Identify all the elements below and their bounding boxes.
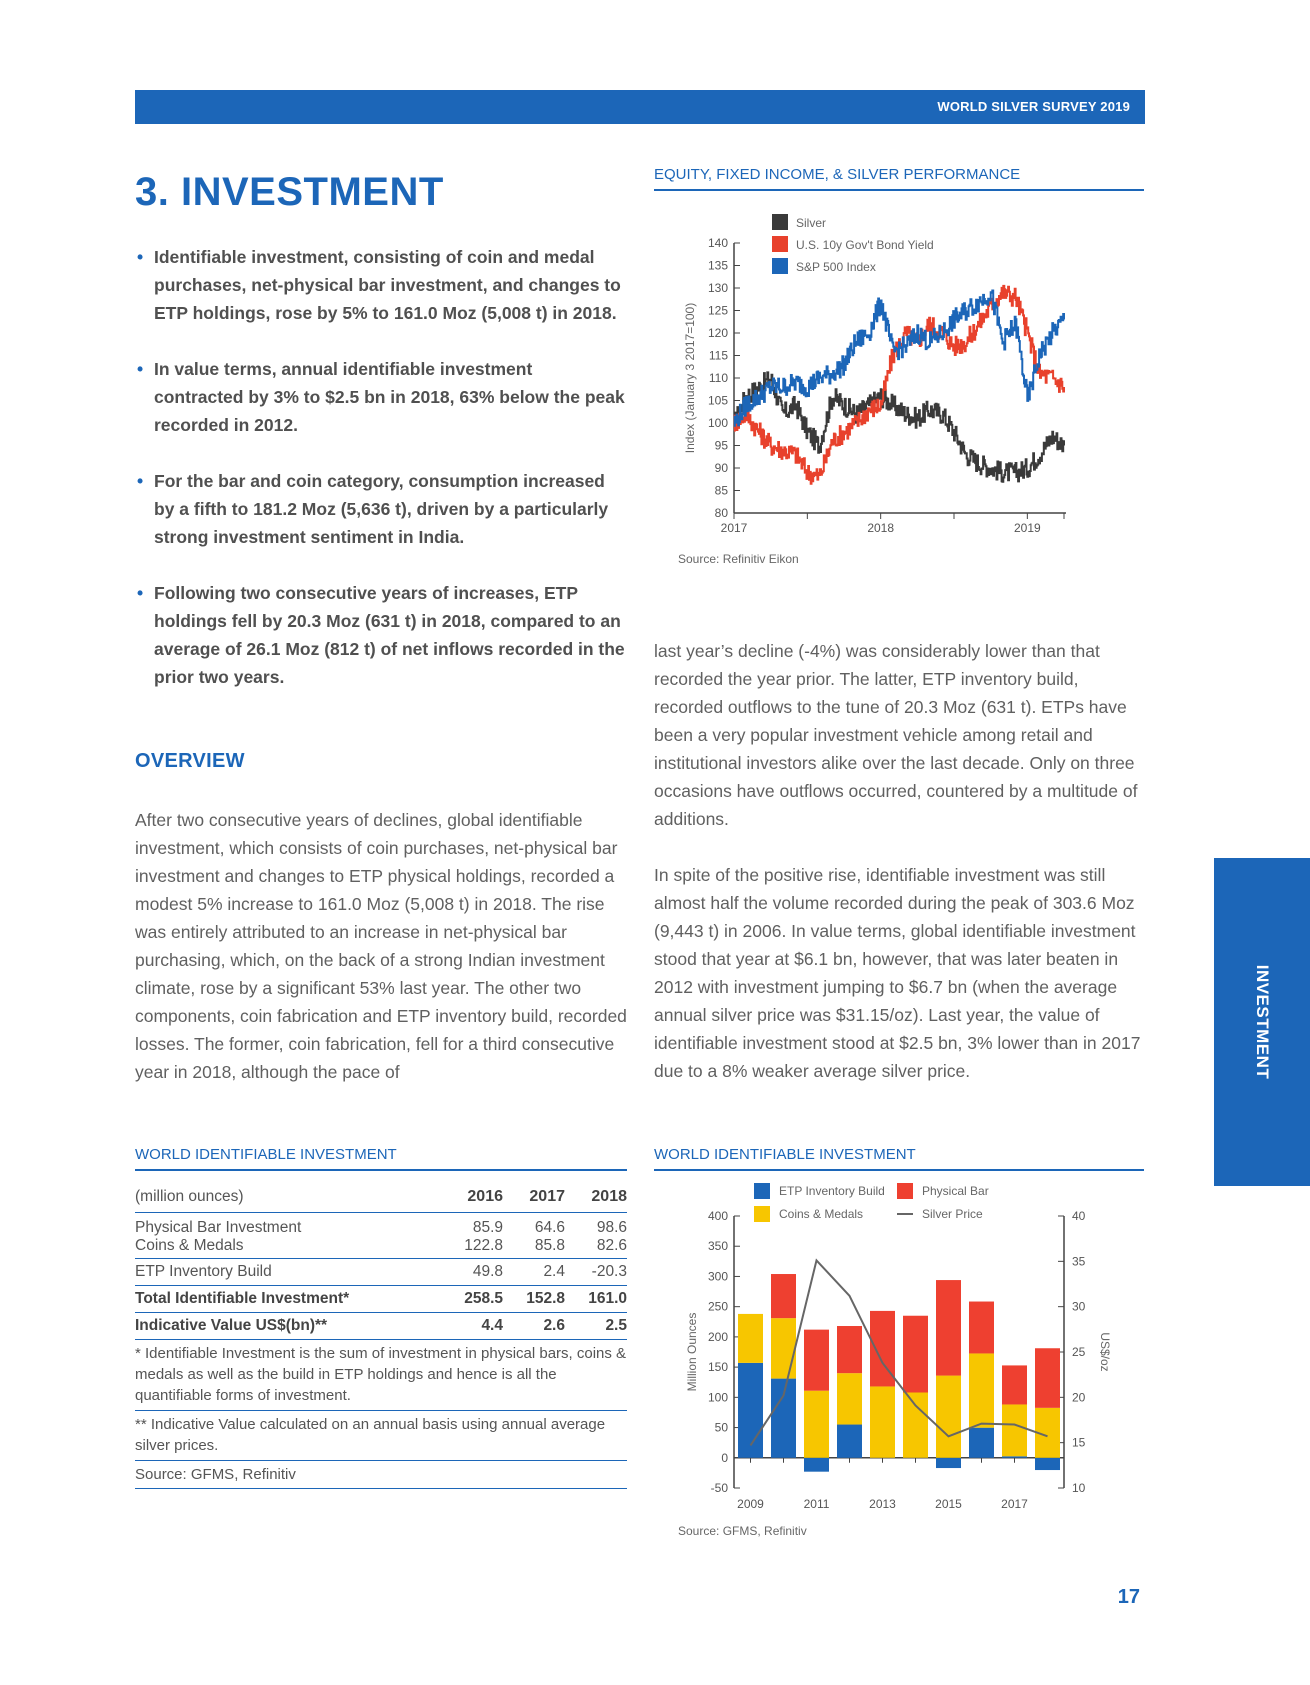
y-tick-label: 105	[707, 393, 728, 408]
y-tick-label: 300	[707, 1269, 728, 1284]
investment-chart-source: Source: GFMS, Refinitiv	[678, 1524, 807, 1538]
y2-tick-label: 35	[1072, 1254, 1086, 1269]
y-tick-label: 140	[707, 236, 728, 250]
bar-coins-medals	[1002, 1404, 1027, 1456]
legend-label: Coins & Medals	[779, 1207, 864, 1221]
table-footnote-row	[135, 1410, 627, 1460]
key-point	[135, 355, 625, 439]
investment-table	[135, 1182, 627, 1489]
row-value: -20.3	[565, 1258, 627, 1285]
header-banner	[135, 90, 1145, 124]
x-tick-label: 2017	[720, 521, 748, 535]
legend-label: Silver	[796, 216, 827, 230]
y2-tick-label: 25	[1072, 1345, 1086, 1359]
table-footnote-row	[135, 1339, 627, 1410]
performance-chart-heading: EQUITY, FIXED INCOME, & SILVER PERFORMANCE	[654, 166, 1144, 191]
overview-paragraph-right-2: In spite of the positive rise, identifiable investment was still almost half the volume recorded during the peak of 303.6 Moz (9,443 t) in 2006. In value terms, global identifiable investment stood that year at $6.1 bn, however, that was later beaten in 2012 with investment jumping to $6.7 bn (when the average annual silver price was $31.15/oz). Last year, the value of identifiable investment stood at $2.5 bn, 3% lower than in 2017 due to a 8% weaker average silver price.	[654, 865, 1141, 1081]
legend-swatch	[772, 214, 788, 230]
bar-etp-inventory-build	[936, 1458, 961, 1468]
y-tick-label: 95	[714, 438, 728, 453]
bar-etp-inventory-build	[738, 1363, 763, 1458]
key-point	[135, 467, 625, 551]
page-number: 17	[1117, 1586, 1140, 1608]
y-tick-label: 350	[707, 1239, 728, 1254]
y-tick-label: 100	[707, 1390, 728, 1405]
y-tick-label: 125	[707, 303, 728, 318]
legend-label: Silver Price	[922, 1207, 983, 1221]
table-footnote-2: ** Indicative Value calculated on an annual basis using annual average silver prices.	[135, 1410, 627, 1460]
legend-swatch	[772, 236, 788, 252]
overview-paragraph-left: After two consecutive years of declines, global identifiable investment, which consists of coin purchases, net-physical bar investment and changes to ETP physical holdings, recorded a modest 5% increase to 161.0 Moz (5,008 t) in 2018. The rise was entirely attributed to an increase in net-physical bar purchasing, which, on the back of a strong Indian investment climate, rose by a significant 53% last year. The other two components, coin fabrication and ETP inventory build, recorded losses. The former, coin fabrication, fell for a third consecutive year in 2018, although the pace of	[135, 810, 627, 1082]
indicative-value: 4.4	[441, 1312, 503, 1339]
legend-swatch	[754, 1183, 770, 1199]
value-label: Indicative Value US$(bn)**	[135, 1312, 441, 1339]
bar-physical-bar	[771, 1274, 796, 1318]
row-value: 122.8	[441, 1237, 503, 1259]
row-value: 82.6	[565, 1237, 627, 1259]
bar-coins-medals	[936, 1376, 961, 1458]
bar-physical-bar	[903, 1316, 928, 1393]
page-title: 3. INVESTMENT	[135, 170, 444, 214]
y-tick-label: 120	[707, 326, 728, 340]
x-tick-label: 2011	[803, 1497, 830, 1511]
row-label: ETP Inventory Build	[135, 1258, 441, 1285]
bar-coins-medals	[837, 1373, 862, 1424]
y-axis-label: Index (January 3 2017=100)	[683, 302, 697, 454]
legend-label: U.S. 10y Gov't Bond Yield	[796, 238, 934, 252]
table-year-header: 2017	[503, 1182, 565, 1212]
bullet-icon: •	[137, 583, 144, 603]
bullet-icon: •	[137, 247, 144, 267]
bar-coins-medals	[771, 1318, 796, 1378]
y-tick-label: 130	[707, 281, 728, 295]
bar-etp-inventory-build	[1035, 1458, 1060, 1470]
total-label: Total Identifiable Investment*	[135, 1285, 441, 1312]
bar-etp-inventory-build	[969, 1428, 994, 1458]
table-year-header: 2018	[565, 1182, 627, 1212]
y2-tick-label: 15	[1072, 1435, 1086, 1450]
table-row	[135, 1212, 627, 1237]
row-label: Coins & Medals	[135, 1237, 441, 1259]
y-tick-label: 0	[721, 1450, 728, 1465]
y-tick-label: 150	[707, 1360, 728, 1375]
row-value: 49.8	[441, 1258, 503, 1285]
y2-tick-label: 30	[1072, 1299, 1086, 1314]
row-value: 85.9	[472, 1218, 503, 1236]
bar-etp-inventory-build	[804, 1458, 829, 1472]
key-point-text: Following two consecutive years of increases, ETP holdings fell by 20.3 Moz (631 t) in 2018, compared to an average of 26.1 Moz (812 t) of net inflows recorded in the prior two years.	[154, 583, 625, 687]
y2-tick-label: 10	[1072, 1481, 1086, 1495]
bar-coins-medals	[969, 1353, 994, 1427]
key-point	[135, 243, 625, 327]
bar-coins-medals	[738, 1314, 763, 1363]
indicative-value: 2.5	[565, 1312, 627, 1339]
table-row	[135, 1258, 627, 1285]
total-value: 161.0	[565, 1285, 627, 1312]
banner-title: WORLD SILVER SURVEY 2019	[937, 99, 1130, 114]
x-tick-label: 2013	[869, 1497, 896, 1511]
legend-swatch	[772, 258, 788, 274]
y-tick-label: 100	[707, 416, 728, 430]
legend-label: Physical Bar	[922, 1184, 989, 1198]
performance-chart-source: Source: Refinitiv Eikon	[678, 552, 799, 566]
bar-coins-medals	[903, 1392, 928, 1457]
bar-etp-inventory-build	[771, 1379, 796, 1458]
x-tick-label: 2019	[1013, 521, 1041, 535]
table-header-row	[135, 1182, 627, 1212]
bar-etp-inventory-build	[1002, 1456, 1027, 1457]
y-axis-label: Million Ounces	[685, 1312, 699, 1392]
y2-tick-label: 40	[1072, 1209, 1086, 1223]
legend-swatch	[754, 1206, 770, 1222]
row-value: 98.6	[596, 1218, 627, 1236]
table-value-row	[135, 1312, 627, 1339]
row-value: 85.8	[503, 1237, 565, 1259]
y-tick-label: 115	[708, 348, 728, 363]
side-tab-label: INVESTMENT	[1253, 964, 1272, 1080]
x-tick-label: 2018	[867, 521, 895, 535]
y2-tick-label: 20	[1072, 1390, 1086, 1405]
table-row	[135, 1237, 627, 1259]
bar-coins-medals	[804, 1391, 829, 1458]
bar-physical-bar	[969, 1302, 994, 1354]
bar-physical-bar	[804, 1330, 829, 1391]
y-tick-label: 80	[714, 506, 728, 520]
key-point-text: For the bar and coin category, consumption increased by a fifth to 181.2 Moz (5,636 t), driven by a particularly strong investment sentiment in India.	[154, 471, 609, 547]
bar-physical-bar	[837, 1326, 862, 1373]
key-point	[135, 579, 625, 691]
y-tick-label: 400	[707, 1209, 728, 1223]
total-value: 152.8	[503, 1285, 565, 1312]
investment-bar-chart	[654, 1176, 1112, 1516]
y-tick-label: 135	[707, 258, 728, 273]
legend-swatch	[897, 1183, 913, 1199]
x-tick-label: 2009	[737, 1497, 764, 1511]
bar-coins-medals	[870, 1386, 895, 1457]
overview-heading: OVERVIEW	[135, 750, 245, 772]
y-tick-label: 110	[708, 371, 728, 385]
legend-label: ETP Inventory Build	[779, 1184, 885, 1198]
bullet-icon: •	[137, 359, 144, 379]
table-year-header: 2016	[441, 1182, 503, 1212]
y-tick-label: 90	[714, 461, 728, 475]
performance-line-chart	[654, 210, 1094, 546]
table-source: Source: GFMS, Refinitiv	[135, 1460, 627, 1488]
row-label: Physical Bar Investment	[135, 1218, 302, 1236]
y2-axis-label: US$/oz	[1098, 1332, 1112, 1372]
x-tick-label: 2017	[1001, 1497, 1028, 1511]
investment-chart-heading: WORLD IDENTIFIABLE INVESTMENT	[654, 1146, 1144, 1171]
indicative-value: 2.6	[503, 1312, 565, 1339]
side-section-tab[interactable]	[1214, 858, 1310, 1186]
bar-etp-inventory-build	[837, 1425, 862, 1458]
table-total-row	[135, 1285, 627, 1312]
key-point-text: Identifiable investment, consisting of coin and medal purchases, net-physical bar investment, and changes to ETP holdings, rose by 5% to 161.0 Moz (5,008 t) in 2018.	[154, 247, 621, 323]
bullet-icon: •	[137, 471, 144, 491]
table-unit-label: (million ounces)	[135, 1182, 441, 1212]
table-source-row	[135, 1460, 627, 1488]
y-tick-label: -50	[710, 1481, 728, 1495]
bar-physical-bar	[1035, 1348, 1060, 1408]
y-tick-label: 50	[714, 1420, 728, 1435]
y-tick-label: 85	[714, 483, 728, 498]
legend-label: S&P 500 Index	[796, 260, 876, 274]
y-tick-label: 200	[707, 1329, 728, 1344]
table-footnote-1: * Identifiable Investment is the sum of investment in physical bars, coins & medals as well as the build in ETP holdings and hence is all the quantifiable forms of investment.	[135, 1339, 627, 1410]
bar-physical-bar	[936, 1280, 961, 1376]
x-tick-label: 2015	[935, 1497, 962, 1511]
y-tick-label: 250	[707, 1299, 728, 1314]
investment-table-heading: WORLD IDENTIFIABLE INVESTMENT	[135, 1146, 627, 1171]
row-value: 64.6	[534, 1218, 565, 1236]
key-point-text: In value terms, annual identifiable investment contracted by 3% to $2.5 bn in 2018, 63% below the peak recorded in 2012.	[154, 359, 625, 435]
row-value: 2.4	[503, 1258, 565, 1285]
overview-paragraph-right-1: last year’s decline (-4%) was considerably lower than that recorded the year prior. The latter, ETP inventory build, recorded outflows to the tune of 20.3 Moz (631 t). ETPs have been a very popular investment vehicle among retail and institutional investors alike over the last decade. Only on three occasions have outflows occurred, countered by a multitude of additions.	[654, 641, 1138, 829]
total-value: 258.5	[441, 1285, 503, 1312]
bar-physical-bar	[1002, 1365, 1027, 1404]
key-points-list	[135, 243, 625, 719]
